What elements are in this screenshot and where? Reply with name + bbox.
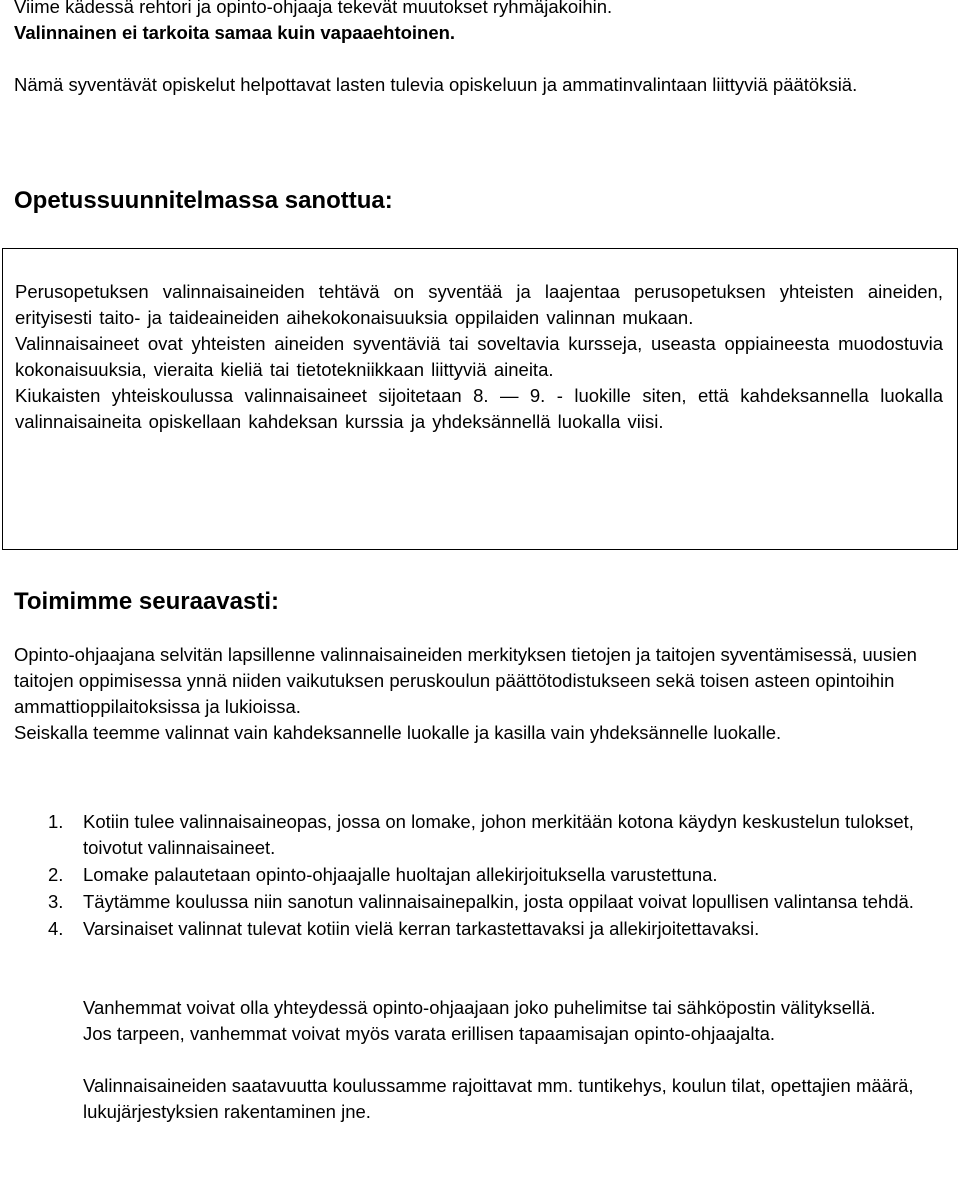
procedure-section [14,642,944,746]
intro-paragraph: Nämä syventävät opiskelut helpottavat lasten tulevia opiskeluun ja ammatinvalintaan liittyviä päätöksiä. [14,74,858,95]
procedure-paragraph-1: Opinto-ohjaajana selvitän lapsillenne valinnaisaineiden merkityksen tietojen ja taitojen syventämisessä, uusien taitojen oppimisessa ynnä niiden vaikutuksen peruskoulun päättötodistukseen sekä toisen asteen opintoihin ammattioppilaitoksissa ja lukioissa. [14,644,917,717]
intro-section [14,0,944,98]
list-item-number: 4. [48,918,64,939]
list-item [48,889,938,915]
curriculum-paragraph-3: Kiukaisten yhteiskoulussa valinnaisaineet sijoitetaan 8. — 9. - luokille siten, että kahdeksannella luokalla valinnaisaineita opiskellaan kahdeksan kurssia ja yhdeksännellä luokalla viisi. [15,385,943,432]
list-item-text: Täytämme koulussa niin sanotun valinnaisainepalkin, josta oppilaat voivat lopullisen valintansa tehdä. [83,891,914,912]
list-item [48,916,938,942]
procedure-heading: Toimimme seuraavasti: [14,588,279,615]
notes-paragraph-1: Vanhemmat voivat olla yhteydessä opinto-ohjaajaan joko puhelimitse tai sähköpostin välityksellä. [83,997,876,1018]
list-item-number: 3. [48,891,64,912]
list-item-text: Kotiin tulee valinnaisaineopas, jossa on lomake, johon merkitään kotona käydyn keskustelun tulokset, toivotut valinnaisaineet. [83,811,914,858]
curriculum-paragraph-2: Valinnaisaineet ovat yhteisten aineiden syventäviä tai soveltavia kursseja, useasta oppiaineesta muodostuvia kokonaisuuksia, vieraita kieliä tai tietotekniikkaan liittyviä aineita. [15,333,943,380]
notes-paragraph-3: Valinnaisaineiden saatavuutta koulussamme rajoittavat mm. tuntikehys, koulun tilat, opettajien määrä, lukujärjestyksien rakentaminen jne. [83,1075,914,1122]
list-item-number: 1. [48,811,64,832]
list-item-text: Lomake palautetaan opinto-ohjaajalle huoltajan allekirjoituksella varustettuna. [83,864,718,885]
notes-paragraph-2: Jos tarpeen, vanhemmat voivat myös varata erillisen tapaamisajan opinto-ohjaajalta. [83,1023,776,1044]
procedure-steps-list [48,809,938,943]
curriculum-quote-box [2,248,958,550]
curriculum-heading: Opetussuunnitelmassa sanottua: [14,187,393,214]
procedure-paragraph-2: Seiskalla teemme valinnat vain kahdeksannelle luokalle ja kasilla vain yhdeksännelle luokalle. [14,722,782,743]
intro-line-2: Valinnainen ei tarkoita samaa kuin vapaaehtoinen. [14,22,456,43]
intro-line-1: Viime kädessä rehtori ja opinto-ohjaaja tekevät muutokset ryhmäjakoihin. [14,0,613,17]
spacer [83,1047,953,1073]
list-item [48,862,938,888]
notes-section [83,995,953,1125]
curriculum-paragraph-1: Perusopetuksen valinnaisaineiden tehtävä on syventää ja laajentaa perusopetuksen yhteisten aineiden, erityisesti taito- ja taideaineiden aihekokonaisuuksia oppilaiden valinnan mukaan. [15,281,943,328]
list-item-text: Varsinaiset valinnat tulevat kotiin vielä kerran tarkastettavaksi ja allekirjoitettavaksi. [83,918,760,939]
list-item-number: 2. [48,864,64,885]
list-item [48,809,938,861]
